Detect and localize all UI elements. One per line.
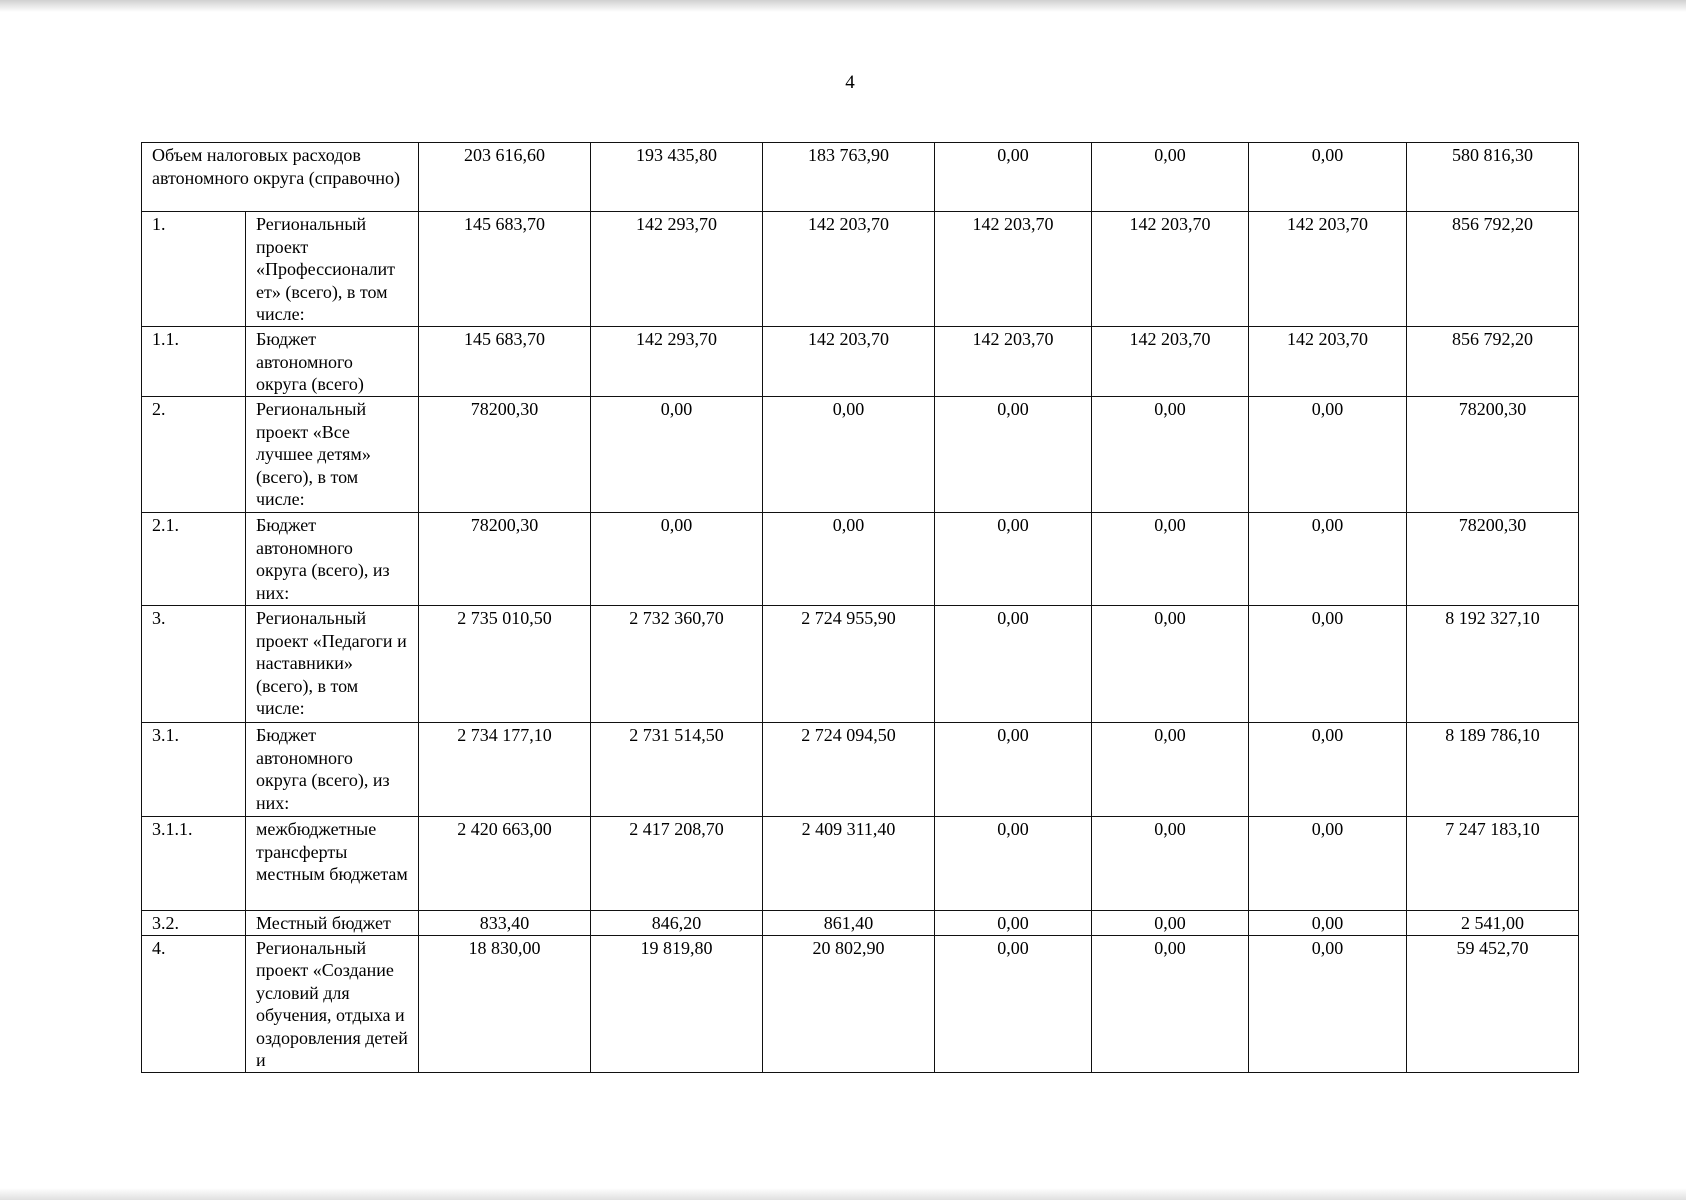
value-cell: 0,00 bbox=[1249, 397, 1407, 513]
row-index-cell: 2. bbox=[142, 397, 246, 513]
value-cell: 2 731 514,50 bbox=[591, 723, 763, 817]
table-row bbox=[142, 935, 1579, 1072]
value-cell: 0,00 bbox=[935, 911, 1092, 936]
value-cell: 0,00 bbox=[1092, 513, 1249, 606]
value-cell: 0,00 bbox=[1249, 723, 1407, 817]
value-cell: 142 203,70 bbox=[1092, 327, 1249, 397]
row-name-cell: Региональный проект «Профессионалит ет» (всего), в том числе: bbox=[246, 212, 419, 327]
table-body bbox=[142, 143, 1579, 1073]
total-cell: 580 816,30 bbox=[1407, 143, 1579, 212]
value-cell: 142 203,70 bbox=[763, 327, 935, 397]
value-cell: 0,00 bbox=[935, 143, 1092, 212]
value-cell: 0,00 bbox=[1249, 513, 1407, 606]
row-index-cell: 4. bbox=[142, 935, 246, 1072]
value-cell: 0,00 bbox=[1092, 397, 1249, 513]
row-index-cell: 3.1. bbox=[142, 723, 246, 817]
table-row bbox=[142, 327, 1579, 397]
row-name-cell: Бюджет автономного округа (всего), из них: bbox=[246, 723, 419, 817]
value-cell: 78200,30 bbox=[419, 513, 591, 606]
total-cell: 2 541,00 bbox=[1407, 911, 1579, 936]
value-cell: 0,00 bbox=[1092, 143, 1249, 212]
value-cell: 0,00 bbox=[935, 513, 1092, 606]
value-cell: 142 203,70 bbox=[1092, 212, 1249, 327]
value-cell: 203 616,60 bbox=[419, 143, 591, 212]
value-cell: 142 203,70 bbox=[1249, 327, 1407, 397]
value-cell: 183 763,90 bbox=[763, 143, 935, 212]
table-row bbox=[142, 212, 1579, 327]
value-cell: 142 203,70 bbox=[935, 212, 1092, 327]
table-row bbox=[142, 911, 1579, 936]
total-cell: 8 189 786,10 bbox=[1407, 723, 1579, 817]
value-cell: 19 819,80 bbox=[591, 935, 763, 1072]
value-cell: 2 732 360,70 bbox=[591, 606, 763, 723]
value-cell: 78200,30 bbox=[419, 397, 591, 513]
value-cell: 18 830,00 bbox=[419, 935, 591, 1072]
value-cell: 0,00 bbox=[935, 397, 1092, 513]
value-cell: 20 802,90 bbox=[763, 935, 935, 1072]
value-cell: 0,00 bbox=[1092, 723, 1249, 817]
value-cell: 0,00 bbox=[935, 723, 1092, 817]
value-cell: 2 420 663,00 bbox=[419, 817, 591, 911]
value-cell: 2 409 311,40 bbox=[763, 817, 935, 911]
page-number: 4 bbox=[845, 72, 855, 93]
row-name-cell: Бюджет автономного округа (всего), из них: bbox=[246, 513, 419, 606]
budget-table bbox=[141, 142, 1579, 1073]
value-cell: 0,00 bbox=[591, 397, 763, 513]
row-name-cell: межбюджетные трансферты местным бюджетам bbox=[246, 817, 419, 911]
value-cell: 142 203,70 bbox=[763, 212, 935, 327]
total-cell: 59 452,70 bbox=[1407, 935, 1579, 1072]
total-cell: 78200,30 bbox=[1407, 513, 1579, 606]
table-row bbox=[142, 397, 1579, 513]
row-name-cell: Региональный проект «Педагоги и наставники» (всего), в том числе: bbox=[246, 606, 419, 723]
value-cell: 0,00 bbox=[591, 513, 763, 606]
value-cell: 0,00 bbox=[1092, 606, 1249, 723]
value-cell: 0,00 bbox=[763, 397, 935, 513]
table-row bbox=[142, 606, 1579, 723]
row-name-cell: Бюджет автономного округа (всего) bbox=[246, 327, 419, 397]
row-index-cell: 3. bbox=[142, 606, 246, 723]
table-row bbox=[142, 513, 1579, 606]
total-cell: 8 192 327,10 bbox=[1407, 606, 1579, 723]
value-cell: 145 683,70 bbox=[419, 327, 591, 397]
value-cell: 0,00 bbox=[1249, 143, 1407, 212]
value-cell: 846,20 bbox=[591, 911, 763, 936]
total-cell: 856 792,20 bbox=[1407, 327, 1579, 397]
value-cell: 0,00 bbox=[763, 513, 935, 606]
value-cell: 142 293,70 bbox=[591, 327, 763, 397]
value-cell: 0,00 bbox=[1092, 817, 1249, 911]
row-name-cell: Региональный проект «Все лучшее детям» (всего), в том числе: bbox=[246, 397, 419, 513]
table-row bbox=[142, 723, 1579, 817]
row-index-cell: 2.1. bbox=[142, 513, 246, 606]
value-cell: 0,00 bbox=[1249, 817, 1407, 911]
value-cell: 2 734 177,10 bbox=[419, 723, 591, 817]
value-cell: 2 724 094,50 bbox=[763, 723, 935, 817]
row-name-cell: Местный бюджет bbox=[246, 911, 419, 936]
total-cell: 856 792,20 bbox=[1407, 212, 1579, 327]
value-cell: 0,00 bbox=[935, 606, 1092, 723]
value-cell: 0,00 bbox=[935, 935, 1092, 1072]
row-index-cell: 3.2. bbox=[142, 911, 246, 936]
value-cell: 861,40 bbox=[763, 911, 935, 936]
value-cell: 142 203,70 bbox=[935, 327, 1092, 397]
total-cell: 7 247 183,10 bbox=[1407, 817, 1579, 911]
table-row bbox=[142, 143, 1579, 212]
scan-edge-bottom bbox=[0, 1188, 1686, 1200]
value-cell: 833,40 bbox=[419, 911, 591, 936]
scan-edge-top bbox=[0, 0, 1686, 12]
value-cell: 2 417 208,70 bbox=[591, 817, 763, 911]
value-cell: 142 203,70 bbox=[1249, 212, 1407, 327]
value-cell: 145 683,70 bbox=[419, 212, 591, 327]
total-cell: 78200,30 bbox=[1407, 397, 1579, 513]
row-index-cell: 1. bbox=[142, 212, 246, 327]
value-cell: 0,00 bbox=[935, 817, 1092, 911]
value-cell: 193 435,80 bbox=[591, 143, 763, 212]
value-cell: 0,00 bbox=[1249, 911, 1407, 936]
value-cell: 0,00 bbox=[1092, 911, 1249, 936]
table-row bbox=[142, 817, 1579, 911]
value-cell: 2 735 010,50 bbox=[419, 606, 591, 723]
value-cell: 0,00 bbox=[1249, 606, 1407, 723]
value-cell: 0,00 bbox=[1092, 935, 1249, 1072]
value-cell: 142 293,70 bbox=[591, 212, 763, 327]
value-cell: 2 724 955,90 bbox=[763, 606, 935, 723]
value-cell: 0,00 bbox=[1249, 935, 1407, 1072]
row-index-cell: 3.1.1. bbox=[142, 817, 246, 911]
row-index-cell: 1.1. bbox=[142, 327, 246, 397]
row-name-cell: Объем налоговых расходов автономного округа (справочно) bbox=[142, 143, 419, 212]
row-name-cell: Региональный проект «Создание условий для обучения, отдыха и оздоровления детей и bbox=[246, 935, 419, 1072]
